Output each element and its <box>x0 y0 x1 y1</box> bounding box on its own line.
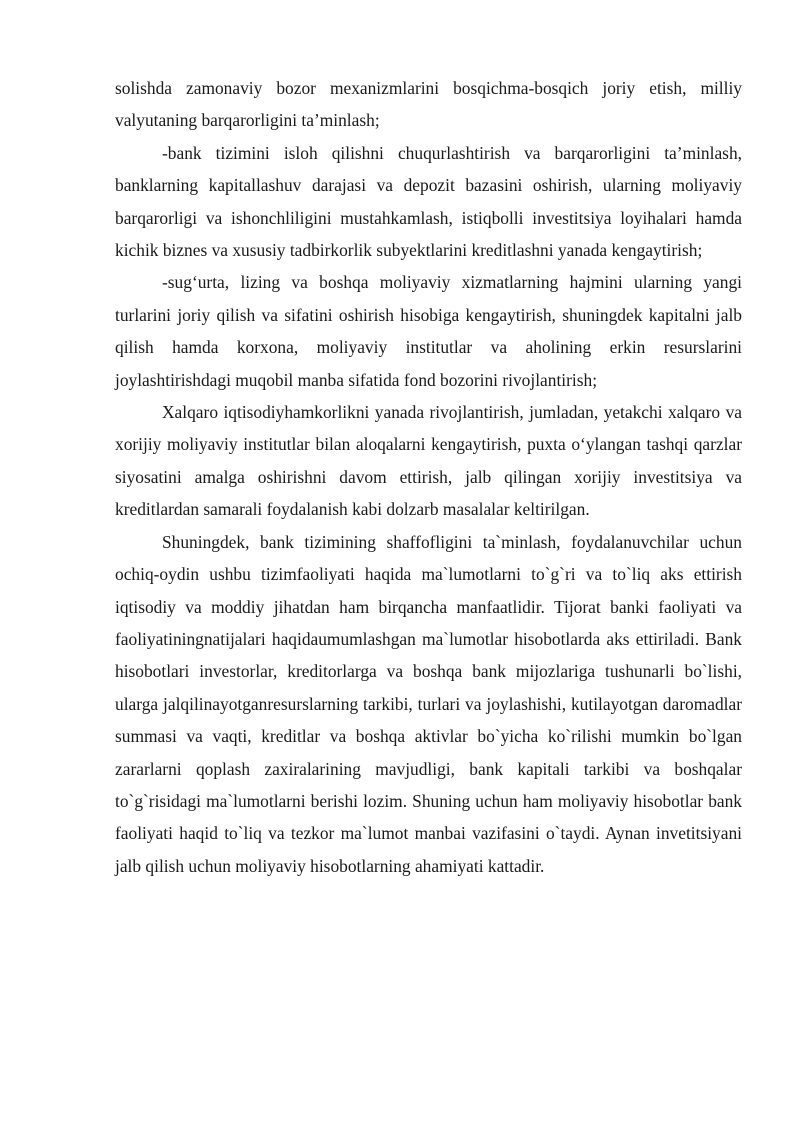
paragraph-insurance-leasing: -sug‘urta, lizing va boshqa moliyaviy xizmatlarning hajmini ularning yangi turlarini joriy qilish va sifatini oshirish hisobiga kengaytirish, shuningdek kapitalni jalb qilish hamda korxona, moliyaviy institutlar va aholining erkin resurslarini joylashtirishdagi muqobil manba sifatida fond bozorini rivojlantirish; <box>115 272 742 390</box>
paragraph-bank-reform: -bank tizimini isloh qilishni chuqurlashtirish va barqarorligini ta’minlash, banklarning kapitallashuv darajasi va depozit bazasini oshirish, ularning moliyaviy barqarorligi va ishonchliligini mustahkamlash, istiqbolli investitsiya loyihalari hamda kichik biznes va xususiy tadbirkorlik subyektlarini kreditlashni yanada kengaytirish; <box>115 142 742 261</box>
document-page <box>115 72 742 882</box>
paragraph-continuation: solishda zamonaviy bozor mexanizmlarini bosqichma-bosqich joriy etish, milliy valyutaning barqarorligini ta’minlash; <box>115 78 742 131</box>
paragraph-international-cooperation: Xalqaro iqtisodiyhamkorlikni yanada rivojlantirish, jumladan, yetakchi xalqaro va xorijiy moliyaviy institutlar bilan aloqalarni kengaytirish, puxta o‘ylangan tashqi qarzlar siyosatini amalga oshirishni davom ettirish, jalb qilingan xorijiy investitsiya va kreditlardan samarali foydalanish kabi dolzarb masalalar keltirilgan. <box>115 402 742 520</box>
paragraph-transparency: Shuningdek, bank tizimining shaffofligini ta`minlash, foydalanuvchilar uchun ochiq-oydin ushbu tizimfaoliyati haqida ma`lumotlarni to`g`ri va to`liq aks ettirish iqtisodiy va moddiy jihatdan ham birqancha manfaatlidir. Tijorat banki faoliyati va faoliyatiningnatijalari haqidaumumlashgan ma`lumotlar hisobotlarda aks ettiriladi. Bank hisobotlari investorlar, kreditorlarga va boshqa bank mijozlariga tushunarli bo`lishi, ularga jalqilinayotganresurslarning tarkibi, turlari va joylashishi, kutilayotgan daromadlar summasi va vaqti, kreditlar va boshqa aktivlar bo`yicha ko`rilishi mumkin bo`lgan zararlarni qoplash zaxiralarining mavjudligi, bank kapitali tarkibi va boshqalar to`g`risidagi ma`lumotlarni berishi lozim. Shuning uchun ham moliyaviy hisobotlar bank faoliyati haqid to`liq va tezkor ma`lumot manbai vazifasini o`taydi. Aynan invetitsiyani jalb qilish uchun moliyaviy hisobotlarning ahamiyati kattadir. <box>115 531 742 876</box>
